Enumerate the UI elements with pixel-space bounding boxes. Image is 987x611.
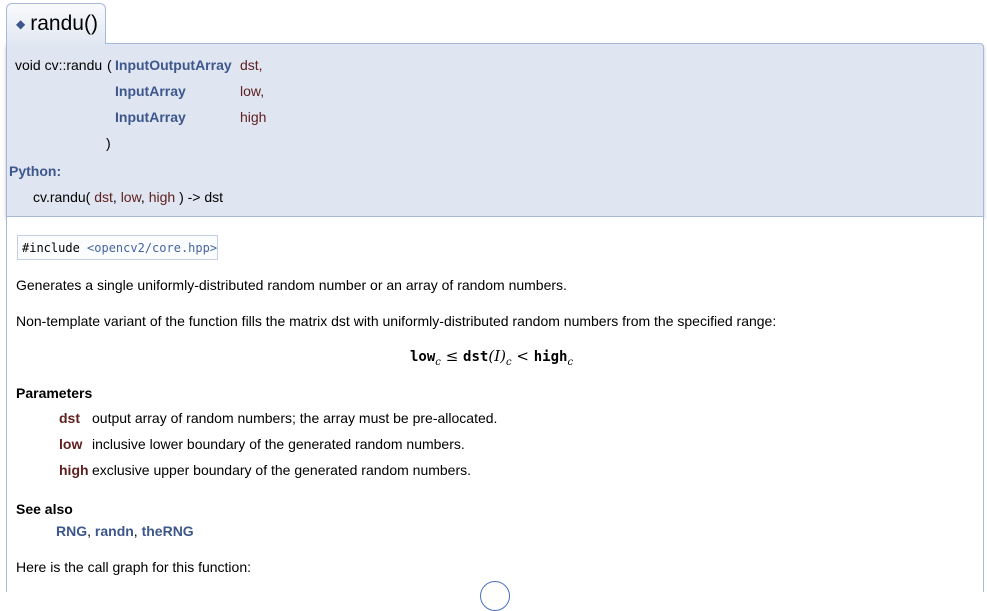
include-link[interactable]: <opencv2/core.hpp>	[87, 240, 218, 255]
open-paren: (	[107, 57, 112, 73]
param-high-desc: exclusive upper boundary of the generated random numbers.	[92, 462, 472, 478]
see-also-link-thern[interactable]: theRNG	[141, 523, 194, 539]
function-name: cv::randu	[44, 57, 103, 73]
param-dst-name: dst	[59, 410, 80, 426]
call-graph-node[interactable]	[480, 581, 510, 611]
param-low-desc: inclusive lower boundary of the generated random numbers.	[92, 436, 465, 452]
param-high-name: high	[59, 462, 89, 478]
see-also-link-rng[interactable]: RNG	[56, 523, 88, 539]
function-prototype	[6, 43, 984, 217]
python-label: Python:	[9, 163, 62, 179]
python-arg-dst: dst	[94, 189, 113, 205]
range-formula: $low_c \le dst(I)_c$ < high$_c$	[410, 347, 574, 368]
close-paren: )	[106, 135, 111, 151]
brief-description: Generates a single uniformly-distributed random number or an array of random numbers.	[16, 277, 567, 293]
see-also-links: RNG, randn, theRNG	[56, 523, 194, 539]
param-type-high[interactable]: InputArray	[115, 109, 186, 125]
python-arg-low: low	[120, 189, 141, 205]
param-low-name: low	[59, 436, 83, 452]
call-graph-text: Here is the call graph for this function:	[16, 559, 252, 575]
python-signature: cv.randu( dst, low, high ) -> dst	[33, 189, 224, 205]
param-name-high: high	[240, 109, 267, 125]
function-title: randu()	[30, 12, 98, 35]
detailed-description: Non-template variant of the function fills the matrix dst with uniformly-distributed random numbers from the specified range:	[16, 313, 777, 329]
parameters-heading: Parameters	[16, 385, 93, 401]
python-arg-high: high	[148, 189, 176, 205]
see-also-link-randn[interactable]: randn	[94, 523, 134, 539]
param-type-dst[interactable]: InputOutputArray	[115, 57, 232, 73]
include-line: #include <opencv2/core.hpp>	[17, 235, 218, 260]
see-also-heading: See also	[16, 501, 73, 517]
param-name-low: low,	[240, 83, 265, 99]
diamond-icon: ◆	[16, 17, 26, 31]
param-type-low[interactable]: InputArray	[115, 83, 186, 99]
function-title-tab	[6, 3, 106, 44]
return-type: void	[15, 57, 41, 73]
param-name-dst: dst,	[240, 57, 263, 73]
param-dst-desc: output array of random numbers; the array must be pre-allocated.	[92, 410, 498, 426]
return-and-name	[15, 57, 102, 73]
function-documentation	[6, 217, 984, 592]
